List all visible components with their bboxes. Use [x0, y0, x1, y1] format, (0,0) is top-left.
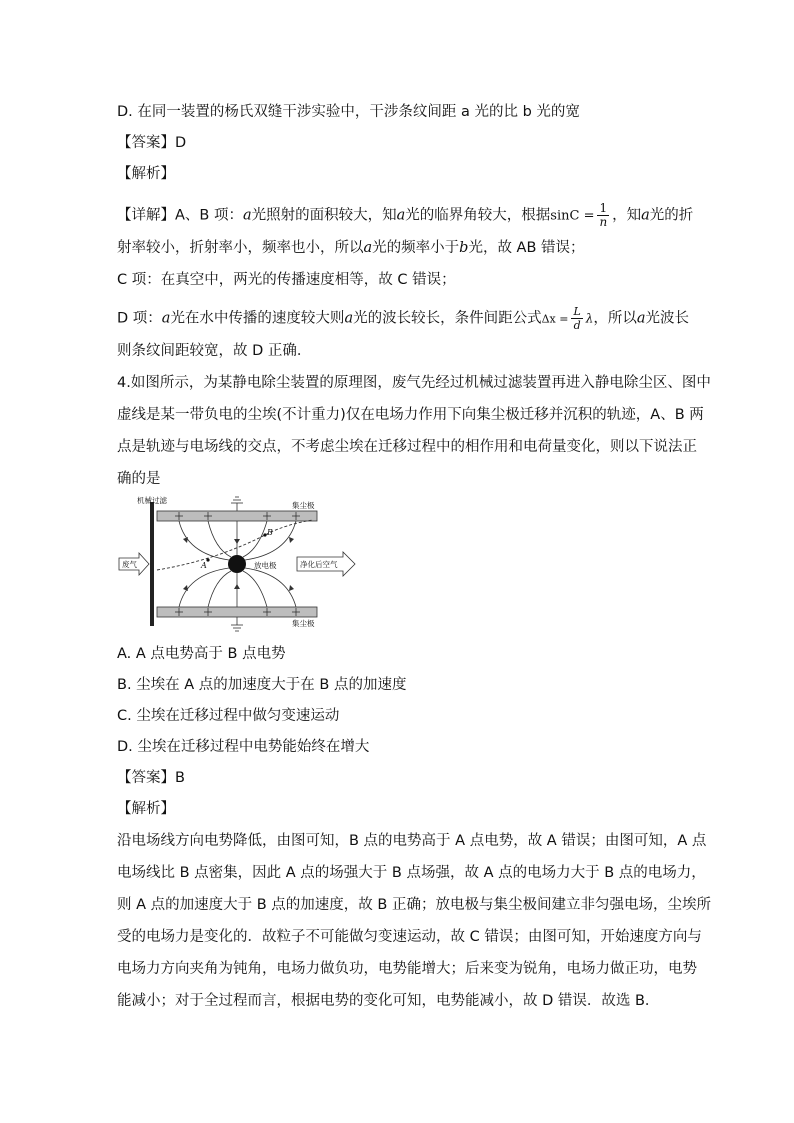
- answer-label: 【答案】: [117, 770, 175, 786]
- text-span: 光，故 AB 错误；: [468, 240, 585, 256]
- frac-num: 1: [599, 201, 608, 215]
- prev-detail-line-2: [117, 238, 687, 258]
- discharge-electrode: [228, 555, 246, 573]
- text-span: A、B 项：: [175, 207, 243, 224]
- dx-formula: Δx =: [541, 312, 569, 326]
- fraction-l-over-d: [571, 305, 582, 332]
- detail-label: 【详解】: [117, 207, 175, 224]
- frac-num: L: [573, 305, 581, 318]
- prev-answer: [117, 133, 687, 153]
- var-a: a: [161, 310, 171, 327]
- filter-plate: [150, 502, 154, 626]
- text-span: 光的波长较长，条件间距公式: [353, 310, 542, 327]
- q4-stem-4: 确的是: [117, 471, 161, 487]
- q4-analysis-line: 能减小；对于全过程而言，根据电势的变化可知，电势能减小，故 D 错误．故选 B．: [117, 993, 660, 1009]
- var-a: a: [363, 240, 373, 256]
- q4-analysis-label: 【解析】: [117, 801, 175, 817]
- q4-option-d: D. 尘埃在迁移过程中电势能始终在增大: [117, 739, 370, 755]
- text-span: ，知: [612, 207, 642, 224]
- frac-den: d: [573, 319, 581, 332]
- q4-analysis-line: 沿电场线方向电势降低，由图可知，B 点的电势高于 A 点电势，故 A 错误；由图可知，A 点: [117, 833, 707, 849]
- q4-analysis-line: 电场线比 B 点密集，因此 A 点的场强大于 B 点场强，故 A 点的电场力大于 B 点的电场力，: [117, 865, 706, 881]
- ground-symbol-top: [231, 497, 243, 511]
- var-b: b: [459, 240, 469, 256]
- q4-stem-2: 虚线是某一带负电的尘埃(不计重力)仅在电场力作用下向集尘极迁移并沉积的轨迹，A、B 两: [117, 407, 704, 423]
- prev-analysis-label: 【解析】: [117, 166, 175, 182]
- text-span: ，所以: [593, 310, 637, 327]
- label-filter: 机械过滤: [137, 496, 167, 505]
- text-span: 光照射的面积较大，知: [251, 207, 397, 224]
- label-emitter: 放电极: [254, 561, 277, 570]
- sin-formula: sinC =: [550, 208, 595, 224]
- label-clean-air: 净化后空气: [300, 560, 338, 569]
- q4-option-c: C. 尘埃在迁移过程中做匀变速运动: [117, 708, 340, 724]
- answer-value: D: [175, 135, 187, 151]
- prev-option-d: D. 在同一装置的杨氏双缝干涉实验中，干涉条纹间距 a 光的比 b 光的宽: [117, 104, 580, 120]
- q4-analysis-line: 受的电场力是变化的．故粒子不可能做匀变速运动，故 C 错误；由图可知，开始速度方向与: [117, 929, 702, 945]
- text-span: 射率较小，折射率小，频率也小，所以: [117, 240, 364, 256]
- frac-den: n: [599, 215, 608, 229]
- precipitator-diagram: [117, 494, 363, 634]
- q4-option-b: B. 尘埃在 A 点的加速度大于在 B 点的加速度: [117, 677, 407, 693]
- label-collector-bottom: 集尘极: [292, 619, 315, 628]
- text-span: 光波长: [645, 310, 690, 327]
- ground-symbol-bottom: [231, 617, 243, 631]
- q4-option-a: A. A 点电势高于 B 点电势: [117, 646, 286, 662]
- label-collector-top: 集尘极: [292, 501, 315, 510]
- lambda-symbol: λ: [585, 311, 594, 326]
- label-point-b: B: [267, 528, 273, 537]
- label-waste-gas: 废气: [122, 560, 137, 569]
- var-a: a: [636, 310, 646, 327]
- prev-detail-line-1: [117, 201, 694, 229]
- point-a-dot: [206, 558, 209, 561]
- text-span: 光的频率小于: [372, 240, 460, 256]
- answer-label: 【答案】: [117, 135, 175, 151]
- var-a: a: [344, 310, 354, 327]
- prev-detail-c: C 项：在真空中，两光的传播速度相等，故 C 错误；: [117, 272, 456, 288]
- var-a: a: [641, 207, 650, 224]
- var-a: a: [242, 207, 252, 224]
- prev-detail-d-line-2: 则条纹间距较宽，故 D 正确．: [117, 343, 312, 359]
- q4-analysis-line: 则 A 点的加速度大于 B 点的加速度，故 B 正确；放电极与集尘极间建立非匀强电场，尘埃所: [117, 897, 711, 913]
- text-span: 光的折: [649, 207, 694, 224]
- fraction-1-over-n: [597, 202, 609, 229]
- q4-stem-1: 4.如图所示，为某静电除尘装置的原理图，废气先经过机械过滤装置再进入静电除尘区、图中: [117, 375, 711, 391]
- q4-analysis-line: 电场力方向夹角为钝角，电场力做负功，电势能增大；后来变为锐角，电场力做正功，电势: [117, 961, 697, 977]
- label-point-a: A: [201, 561, 207, 570]
- prev-detail-d-line-1: [117, 305, 690, 332]
- q4-stem-3: 点是轨迹与电场线的交点，不考虑尘埃在迁移过程中的相作用和电荷量变化，则以下说法正: [117, 439, 697, 455]
- var-a: a: [396, 207, 406, 224]
- text-span: D 项：: [117, 310, 162, 327]
- text-span: 光的临界角较大，根据: [405, 207, 551, 224]
- text-span: 光在水中传播的速度较大则: [170, 310, 345, 327]
- answer-value: B: [175, 770, 185, 786]
- q4-answer: [117, 768, 687, 788]
